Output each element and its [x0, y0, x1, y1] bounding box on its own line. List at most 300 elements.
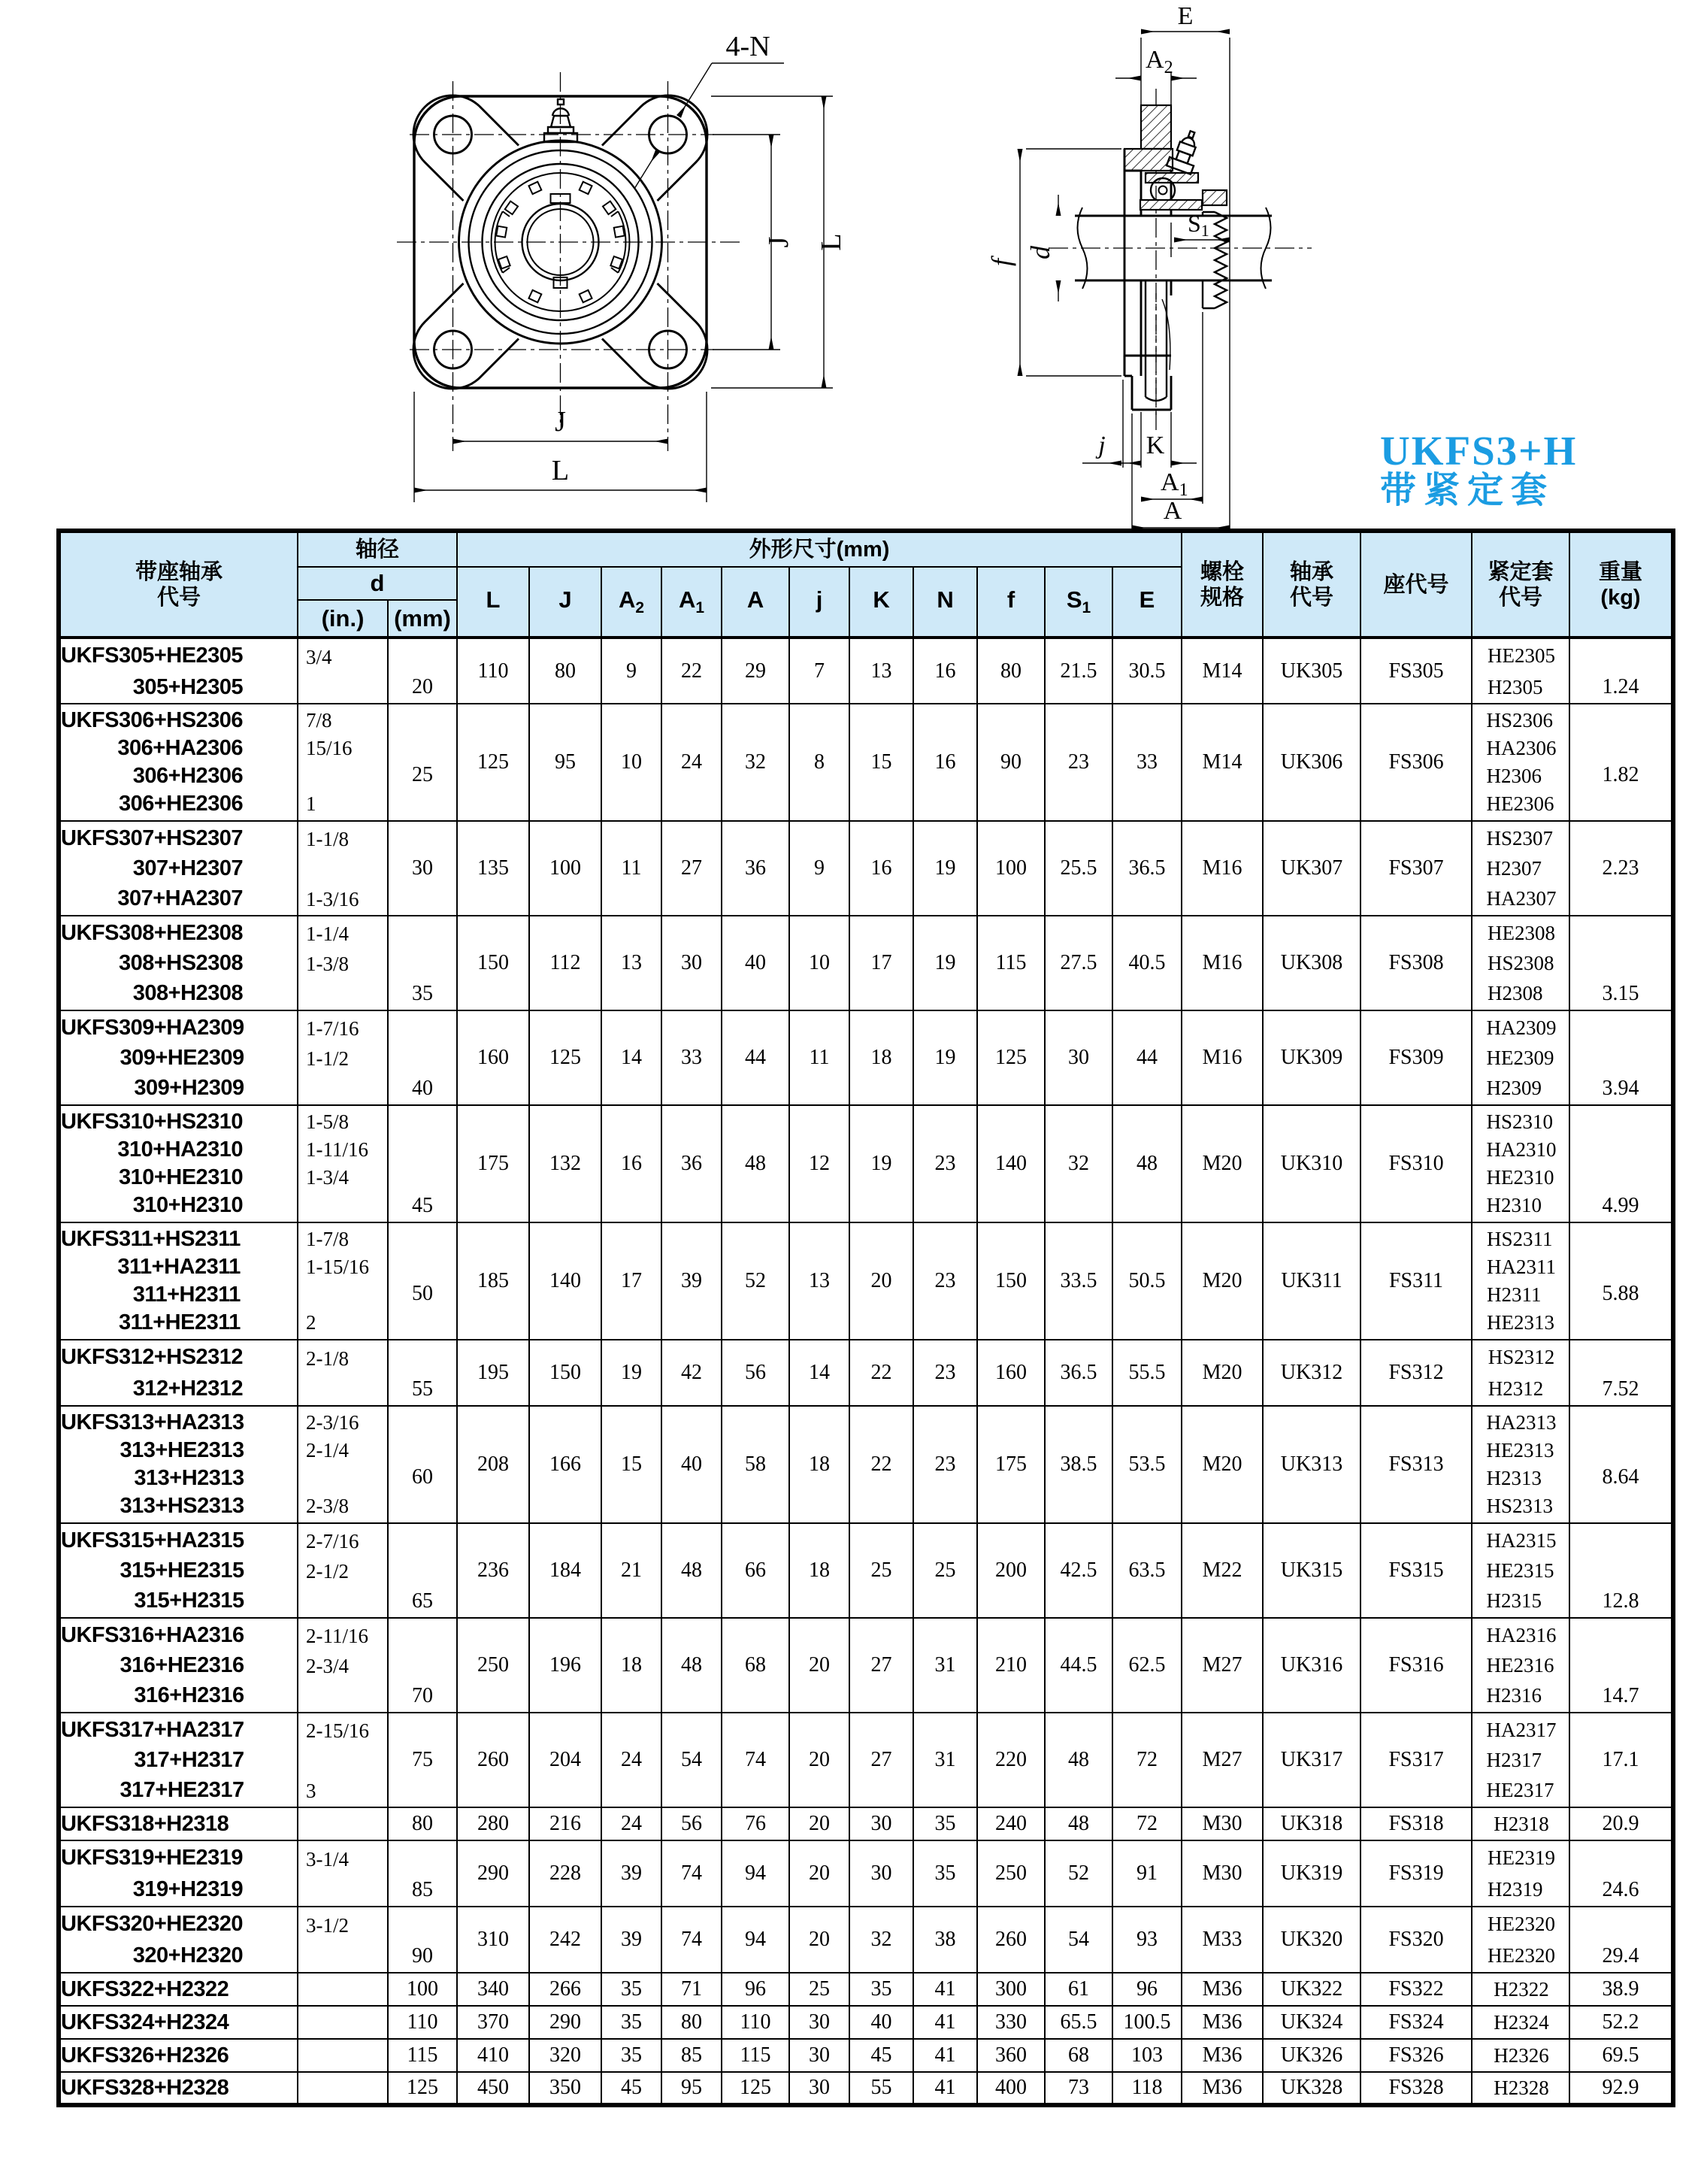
- cell-weight-15: 38.9: [1569, 1973, 1673, 2006]
- cell-weight-3: 3.15: [1569, 916, 1673, 1010]
- cell-dim10-7: 55.5: [1112, 1340, 1182, 1406]
- cell-dim3-1: 24: [661, 704, 722, 821]
- cell-in-3: 1-1/4 1-3/8: [298, 916, 388, 1010]
- header-dims-group: 外形尺寸(mm): [457, 531, 1182, 567]
- cell-dim1-18: 350: [529, 2072, 601, 2105]
- cell-dim4-16: 110: [722, 2006, 789, 2039]
- cell-sleeve-14: HE2320 HE2320: [1472, 1907, 1569, 1973]
- cell-bolt-12: M30: [1182, 1807, 1263, 1840]
- cell-code-7: UKFS312+HS2312 312+H2312: [59, 1340, 298, 1406]
- cell-weight-5: 4.99: [1569, 1105, 1673, 1222]
- cell-bearing-13: UK319: [1263, 1840, 1360, 1907]
- cell-dim0-3: 150: [457, 916, 529, 1010]
- cell-bearing-9: UK315: [1263, 1523, 1360, 1618]
- cell-dim2-6: 17: [601, 1222, 661, 1340]
- cell-dim5-16: 30: [789, 2006, 849, 2039]
- cell-bearing-18: UK328: [1263, 2072, 1360, 2105]
- cell-dim2-13: 39: [601, 1840, 661, 1907]
- cell-dim0-16: 370: [457, 2006, 529, 2039]
- cell-dim6-16: 40: [849, 2006, 913, 2039]
- cell-housing-0: FS305: [1360, 638, 1472, 704]
- cell-mm-16: 110: [388, 2006, 457, 2039]
- cell-housing-1: FS306: [1360, 704, 1472, 821]
- cell-bolt-15: M36: [1182, 1973, 1263, 2006]
- cell-dim8-18: 400: [977, 2072, 1045, 2105]
- cell-dim8-12: 240: [977, 1807, 1045, 1840]
- cell-dim0-8: 208: [457, 1406, 529, 1523]
- table-row-13: [59, 1840, 1673, 1907]
- cell-bearing-5: UK310: [1263, 1105, 1360, 1222]
- header-housing: 座代号: [1360, 531, 1472, 638]
- cell-dim2-16: 35: [601, 2006, 661, 2039]
- cell-code-5: UKFS310+HS2310 310+HA2310 310+HE2310 310+H2310: [59, 1105, 298, 1222]
- table-row-2: [59, 821, 1673, 916]
- cell-dim1-2: 100: [529, 821, 601, 916]
- table-row-16: [59, 2006, 1673, 2039]
- cell-mm-17: 115: [388, 2039, 457, 2072]
- cell-in-6: 1-7/8 1-15/16 2: [298, 1222, 388, 1340]
- cell-dim8-8: 175: [977, 1406, 1045, 1523]
- cell-dim5-8: 18: [789, 1406, 849, 1523]
- cell-dim5-13: 20: [789, 1840, 849, 1907]
- dim-s1-label: S1: [1188, 210, 1209, 240]
- cell-sleeve-3: HE2308 HS2308 H2308: [1472, 916, 1569, 1010]
- cell-code-6: UKFS311+HS2311 311+HA2311 311+H2311 311+HE2311: [59, 1222, 298, 1340]
- cell-dim7-13: 35: [913, 1840, 977, 1907]
- cell-dim2-4: 14: [601, 1010, 661, 1105]
- cell-dim0-0: 110: [457, 638, 529, 704]
- cell-dim10-2: 36.5: [1112, 821, 1182, 916]
- table-row-15: [59, 1973, 1673, 2006]
- header-weight: 重量 (kg): [1569, 531, 1673, 638]
- cell-dim1-10: 196: [529, 1618, 601, 1713]
- cell-dim1-1: 95: [529, 704, 601, 821]
- cell-in-18: [298, 2072, 388, 2105]
- cell-dim6-1: 15: [849, 704, 913, 821]
- cell-dim6-8: 22: [849, 1406, 913, 1523]
- cell-bearing-15: UK322: [1263, 1973, 1360, 2006]
- cell-dim9-17: 68: [1045, 2039, 1112, 2072]
- cell-dim0-14: 310: [457, 1907, 529, 1973]
- cell-mm-0: 20: [388, 638, 457, 704]
- cell-dim3-6: 39: [661, 1222, 722, 1340]
- series-title-line1: UKFS3+H: [1380, 428, 1578, 474]
- dim-l-right-label: L: [816, 233, 847, 251]
- cell-dim0-17: 410: [457, 2039, 529, 2072]
- cell-dim1-6: 140: [529, 1222, 601, 1340]
- cell-dim4-6: 52: [722, 1222, 789, 1340]
- dim-j-right-label: J: [763, 236, 794, 248]
- header-dim-j: j: [789, 567, 849, 638]
- cell-dim9-15: 61: [1045, 1973, 1112, 2006]
- cell-dim6-11: 27: [849, 1713, 913, 1807]
- cell-dim2-9: 21: [601, 1523, 661, 1618]
- cell-dim6-17: 45: [849, 2039, 913, 2072]
- front-centerlines: [397, 72, 743, 451]
- cell-dim7-18: 41: [913, 2072, 977, 2105]
- cell-mm-14: 90: [388, 1907, 457, 1973]
- cell-sleeve-15: H2322: [1472, 1973, 1569, 2006]
- cell-dim1-17: 320: [529, 2039, 601, 2072]
- cell-bolt-13: M30: [1182, 1840, 1263, 1907]
- cell-dim5-12: 20: [789, 1807, 849, 1840]
- table-row-5: [59, 1105, 1673, 1222]
- cell-dim7-12: 35: [913, 1807, 977, 1840]
- cell-bearing-3: UK308: [1263, 916, 1360, 1010]
- cell-sleeve-0: HE2305 H2305: [1472, 638, 1569, 704]
- table-row-7: [59, 1340, 1673, 1406]
- cell-bolt-6: M20: [1182, 1222, 1263, 1340]
- cell-dim3-4: 33: [661, 1010, 722, 1105]
- cell-code-13: UKFS319+HE2319 319+H2319: [59, 1840, 298, 1907]
- cell-housing-2: FS307: [1360, 821, 1472, 916]
- cell-weight-13: 24.6: [1569, 1840, 1673, 1907]
- cell-housing-16: FS324: [1360, 2006, 1472, 2039]
- cell-dim2-8: 15: [601, 1406, 661, 1523]
- header-bolt: 螺栓 规格: [1182, 531, 1263, 638]
- cell-dim0-5: 175: [457, 1105, 529, 1222]
- table-row-14: [59, 1907, 1673, 1973]
- cell-dim1-3: 112: [529, 916, 601, 1010]
- cell-dim9-6: 33.5: [1045, 1222, 1112, 1340]
- dim-a-label: A: [1163, 497, 1182, 525]
- cell-bolt-4: M16: [1182, 1010, 1263, 1105]
- cell-dim3-11: 54: [661, 1713, 722, 1807]
- cell-dim10-1: 33: [1112, 704, 1182, 821]
- cell-dim4-4: 44: [722, 1010, 789, 1105]
- cell-in-7: 2-1/8: [298, 1340, 388, 1406]
- cell-mm-1: 25: [388, 704, 457, 821]
- cell-dim0-15: 340: [457, 1973, 529, 2006]
- cell-sleeve-4: HA2309 HE2309 H2309: [1472, 1010, 1569, 1105]
- cell-sleeve-9: HA2315 HE2315 H2315: [1472, 1523, 1569, 1618]
- cell-in-15: [298, 1973, 388, 2006]
- header-dim-E: E: [1112, 567, 1182, 638]
- cell-dim3-10: 48: [661, 1618, 722, 1713]
- cell-mm-13: 85: [388, 1840, 457, 1907]
- table-row-17: [59, 2039, 1673, 2072]
- cell-mm-2: 30: [388, 821, 457, 916]
- cell-dim3-7: 42: [661, 1340, 722, 1406]
- cell-dim6-18: 55: [849, 2072, 913, 2105]
- cell-dim9-12: 48: [1045, 1807, 1112, 1840]
- cell-dim10-12: 72: [1112, 1807, 1182, 1840]
- cell-dim5-2: 9: [789, 821, 849, 916]
- cell-weight-1: 1.82: [1569, 704, 1673, 821]
- cell-dim7-5: 23: [913, 1105, 977, 1222]
- cell-bearing-6: UK311: [1263, 1222, 1360, 1340]
- cell-dim8-11: 220: [977, 1713, 1045, 1807]
- cell-mm-11: 75: [388, 1713, 457, 1807]
- dim-k-label: K: [1146, 432, 1165, 459]
- cell-sleeve-2: HS2307 H2307 HA2307: [1472, 821, 1569, 916]
- cell-mm-9: 65: [388, 1523, 457, 1618]
- cell-dim7-9: 25: [913, 1523, 977, 1618]
- cell-weight-11: 17.1: [1569, 1713, 1673, 1807]
- cell-dim8-15: 300: [977, 1973, 1045, 2006]
- cell-dim1-16: 290: [529, 2006, 601, 2039]
- cell-bolt-10: M27: [1182, 1618, 1263, 1713]
- table-row-12: [59, 1807, 1673, 1840]
- cell-in-4: 1-7/16 1-1/2: [298, 1010, 388, 1105]
- dim-a2-label: $A_2$: [1146, 46, 1173, 77]
- dim-a1-label: $A_1$: [1161, 468, 1188, 500]
- cell-bearing-4: UK309: [1263, 1010, 1360, 1105]
- header-dim-A1: $A_1$: [661, 567, 722, 638]
- cell-weight-14: 29.4: [1569, 1907, 1673, 1973]
- cell-dim3-5: 36: [661, 1105, 722, 1222]
- cell-housing-4: FS309: [1360, 1010, 1472, 1105]
- header-dim-S1: $S_1$: [1045, 567, 1112, 638]
- cell-dim5-15: 25: [789, 1973, 849, 2006]
- cell-bearing-7: UK312: [1263, 1340, 1360, 1406]
- cell-housing-15: FS322: [1360, 1973, 1472, 2006]
- table-row-10: [59, 1618, 1673, 1713]
- cell-dim2-14: 39: [601, 1907, 661, 1973]
- cell-weight-8: 8.64: [1569, 1406, 1673, 1523]
- cell-dim1-4: 125: [529, 1010, 601, 1105]
- header-dim-N: N: [913, 567, 977, 638]
- cell-weight-4: 3.94: [1569, 1010, 1673, 1105]
- cell-dim2-3: 13: [601, 916, 661, 1010]
- cell-housing-10: FS316: [1360, 1618, 1472, 1713]
- cell-in-9: 2-7/16 2-1/2: [298, 1523, 388, 1618]
- cell-dim10-15: 96: [1112, 1973, 1182, 2006]
- cell-dim10-0: 30.5: [1112, 638, 1182, 704]
- cell-dim7-3: 19: [913, 916, 977, 1010]
- cell-code-16: UKFS324+H2324: [59, 2006, 298, 2039]
- cell-dim7-10: 31: [913, 1618, 977, 1713]
- cell-sleeve-8: HA2313 HE2313 H2313 HS2313: [1472, 1406, 1569, 1523]
- cell-bolt-2: M16: [1182, 821, 1263, 916]
- cell-mm-12: 80: [388, 1807, 457, 1840]
- cell-dim5-14: 20: [789, 1907, 849, 1973]
- cell-dim5-6: 13: [789, 1222, 849, 1340]
- cell-bearing-11: UK317: [1263, 1713, 1360, 1807]
- cell-in-8: 2-3/16 2-1/4 2-3/8: [298, 1406, 388, 1523]
- cell-dim6-5: 19: [849, 1105, 913, 1222]
- cell-dim2-18: 45: [601, 2072, 661, 2105]
- cell-in-2: 1-1/8 1-3/16: [298, 821, 388, 916]
- table-row-1: [59, 704, 1673, 821]
- cell-dim8-14: 260: [977, 1907, 1045, 1973]
- dim-d-label: d: [1025, 246, 1055, 259]
- cell-dim8-3: 115: [977, 916, 1045, 1010]
- cell-bolt-11: M27: [1182, 1713, 1263, 1807]
- cell-dim2-17: 35: [601, 2039, 661, 2072]
- cell-in-14: 3-1/2: [298, 1907, 388, 1973]
- cell-code-2: UKFS307+HS2307 307+H2307 307+HA2307: [59, 821, 298, 916]
- cell-housing-13: FS319: [1360, 1840, 1472, 1907]
- cell-dim7-15: 41: [913, 1973, 977, 2006]
- cell-dim5-1: 8: [789, 704, 849, 821]
- cell-dim9-2: 25.5: [1045, 821, 1112, 916]
- cell-dim5-9: 18: [789, 1523, 849, 1618]
- cell-dim10-13: 91: [1112, 1840, 1182, 1907]
- cell-dim1-8: 166: [529, 1406, 601, 1523]
- cell-code-10: UKFS316+HA2316 316+HE2316 316+H2316: [59, 1618, 298, 1713]
- cell-dim9-7: 36.5: [1045, 1340, 1112, 1406]
- cell-dim0-18: 450: [457, 2072, 529, 2105]
- dim-f-label: f: [986, 258, 1016, 267]
- cell-dim5-18: 30: [789, 2072, 849, 2105]
- cell-housing-7: FS312: [1360, 1340, 1472, 1406]
- cell-dim2-0: 9: [601, 638, 661, 704]
- cell-dim0-4: 160: [457, 1010, 529, 1105]
- cell-code-3: UKFS308+HE2308 308+HS2308 308+H2308: [59, 916, 298, 1010]
- cell-dim3-0: 22: [661, 638, 722, 704]
- cell-housing-8: FS313: [1360, 1406, 1472, 1523]
- cell-sleeve-12: H2318: [1472, 1807, 1569, 1840]
- cell-housing-14: FS320: [1360, 1907, 1472, 1973]
- cell-dim9-16: 65.5: [1045, 2006, 1112, 2039]
- spec-table: [56, 529, 1675, 2107]
- cell-dim9-13: 52: [1045, 1840, 1112, 1907]
- cell-dim7-11: 31: [913, 1713, 977, 1807]
- cell-dim8-17: 360: [977, 2039, 1045, 2072]
- cell-dim6-15: 35: [849, 1973, 913, 2006]
- cell-dim0-2: 135: [457, 821, 529, 916]
- cell-mm-7: 55: [388, 1340, 457, 1406]
- cell-sleeve-10: HA2316 HE2316 H2316: [1472, 1618, 1569, 1713]
- cell-dim6-13: 30: [849, 1840, 913, 1907]
- cell-dim10-4: 44: [1112, 1010, 1182, 1105]
- cell-mm-3: 35: [388, 916, 457, 1010]
- cell-dim8-4: 125: [977, 1010, 1045, 1105]
- header-bearing: 轴承 代号: [1263, 531, 1360, 638]
- cell-dim2-10: 18: [601, 1618, 661, 1713]
- cell-dim0-6: 185: [457, 1222, 529, 1340]
- cell-dim0-11: 260: [457, 1713, 529, 1807]
- cell-in-0: 3/4: [298, 638, 388, 704]
- cell-bearing-12: UK318: [1263, 1807, 1360, 1840]
- cell-bearing-10: UK316: [1263, 1618, 1360, 1713]
- dim-e-label: E: [1177, 2, 1194, 30]
- cell-code-15: UKFS322+H2322: [59, 1973, 298, 2006]
- cell-dim7-1: 16: [913, 704, 977, 821]
- cell-mm-5: 45: [388, 1105, 457, 1222]
- cell-dim7-2: 19: [913, 821, 977, 916]
- cell-in-17: [298, 2039, 388, 2072]
- cell-dim5-7: 14: [789, 1340, 849, 1406]
- series-title-line2: 带紧定套: [1380, 471, 1555, 511]
- cell-dim4-3: 40: [722, 916, 789, 1010]
- cell-housing-5: FS310: [1360, 1105, 1472, 1222]
- cell-bolt-0: M14: [1182, 638, 1263, 704]
- cell-dim6-7: 22: [849, 1340, 913, 1406]
- cell-code-17: UKFS326+H2326: [59, 2039, 298, 2072]
- cell-dim9-14: 54: [1045, 1907, 1112, 1973]
- cell-code-11: UKFS317+HA2317 317+H2317 317+HE2317: [59, 1713, 298, 1807]
- cell-in-13: 3-1/4: [298, 1840, 388, 1907]
- header-shaft-dia: 轴径: [298, 531, 457, 567]
- cell-dim10-11: 72: [1112, 1713, 1182, 1807]
- cell-housing-6: FS311: [1360, 1222, 1472, 1340]
- cell-mm-15: 100: [388, 1973, 457, 2006]
- cell-dim4-9: 66: [722, 1523, 789, 1618]
- cell-weight-10: 14.7: [1569, 1618, 1673, 1713]
- cell-dim3-8: 40: [661, 1406, 722, 1523]
- cell-dim0-13: 290: [457, 1840, 529, 1907]
- cell-weight-7: 7.52: [1569, 1340, 1673, 1406]
- cell-dim4-17: 115: [722, 2039, 789, 2072]
- cell-sleeve-18: H2328: [1472, 2072, 1569, 2105]
- cell-dim9-10: 44.5: [1045, 1618, 1112, 1713]
- cell-dim3-9: 48: [661, 1523, 722, 1618]
- cell-dim1-15: 266: [529, 1973, 601, 2006]
- cell-code-1: UKFS306+HS2306 306+HA2306 306+H2306 306+HE2306: [59, 704, 298, 821]
- cell-dim3-16: 80: [661, 2006, 722, 2039]
- cell-dim10-18: 118: [1112, 2072, 1182, 2105]
- cell-dim3-15: 71: [661, 1973, 722, 2006]
- cell-dim4-10: 68: [722, 1618, 789, 1713]
- cell-dim4-12: 76: [722, 1807, 789, 1840]
- cell-dim4-0: 29: [722, 638, 789, 704]
- cell-dim9-0: 21.5: [1045, 638, 1112, 704]
- cell-weight-2: 2.23: [1569, 821, 1673, 916]
- table-row-18: [59, 2072, 1673, 2105]
- cell-sleeve-1: HS2306 HA2306 H2306 HE2306: [1472, 704, 1569, 821]
- cell-in-16: [298, 2006, 388, 2039]
- cell-dim7-0: 16: [913, 638, 977, 704]
- cell-bolt-7: M20: [1182, 1340, 1263, 1406]
- cell-in-1: 7/8 15/16 1: [298, 704, 388, 821]
- cell-dim8-6: 150: [977, 1222, 1045, 1340]
- cell-bearing-14: UK320: [1263, 1907, 1360, 1973]
- cell-weight-0: 1.24: [1569, 638, 1673, 704]
- cell-bolt-8: M20: [1182, 1406, 1263, 1523]
- cell-dim10-8: 53.5: [1112, 1406, 1182, 1523]
- cell-weight-18: 92.9: [1569, 2072, 1673, 2105]
- cell-code-8: UKFS313+HA2313 313+HE2313 313+H2313 313+HS2313: [59, 1406, 298, 1523]
- cell-code-14: UKFS320+HE2320 320+H2320: [59, 1907, 298, 1973]
- cell-code-12: UKFS318+H2318: [59, 1807, 298, 1840]
- header-mm: (mm): [388, 600, 457, 638]
- header-dim-f: f: [977, 567, 1045, 638]
- flange-section: [1124, 105, 1227, 415]
- cell-dim8-1: 90: [977, 704, 1045, 821]
- cell-bolt-16: M36: [1182, 2006, 1263, 2039]
- cell-bearing-1: UK306: [1263, 704, 1360, 821]
- cell-bolt-5: M20: [1182, 1105, 1263, 1222]
- cell-dim3-14: 74: [661, 1907, 722, 1973]
- header-dim-J: J: [529, 567, 601, 638]
- cell-dim2-1: 10: [601, 704, 661, 821]
- cell-mm-6: 50: [388, 1222, 457, 1340]
- cell-dim3-18: 95: [661, 2072, 722, 2105]
- cell-sleeve-17: H2326: [1472, 2039, 1569, 2072]
- cell-bolt-9: M22: [1182, 1523, 1263, 1618]
- cell-housing-3: FS308: [1360, 916, 1472, 1010]
- cell-dim6-14: 32: [849, 1907, 913, 1973]
- cell-dim5-10: 20: [789, 1618, 849, 1713]
- cell-dim8-2: 100: [977, 821, 1045, 916]
- cell-dim3-3: 30: [661, 916, 722, 1010]
- cell-in-12: [298, 1807, 388, 1840]
- cell-dim8-10: 210: [977, 1618, 1045, 1713]
- cell-weight-9: 12.8: [1569, 1523, 1673, 1618]
- cell-bearing-8: UK313: [1263, 1406, 1360, 1523]
- header-dim-A2: $A_2$: [601, 567, 661, 638]
- side-dims: [986, 2, 1230, 532]
- cell-dim8-13: 250: [977, 1840, 1045, 1907]
- header-dim-K: K: [849, 567, 913, 638]
- cell-dim6-10: 27: [849, 1618, 913, 1713]
- cell-dim10-14: 93: [1112, 1907, 1182, 1973]
- table-header: [59, 531, 1673, 638]
- cell-dim1-12: 216: [529, 1807, 601, 1840]
- cell-dim5-11: 20: [789, 1713, 849, 1807]
